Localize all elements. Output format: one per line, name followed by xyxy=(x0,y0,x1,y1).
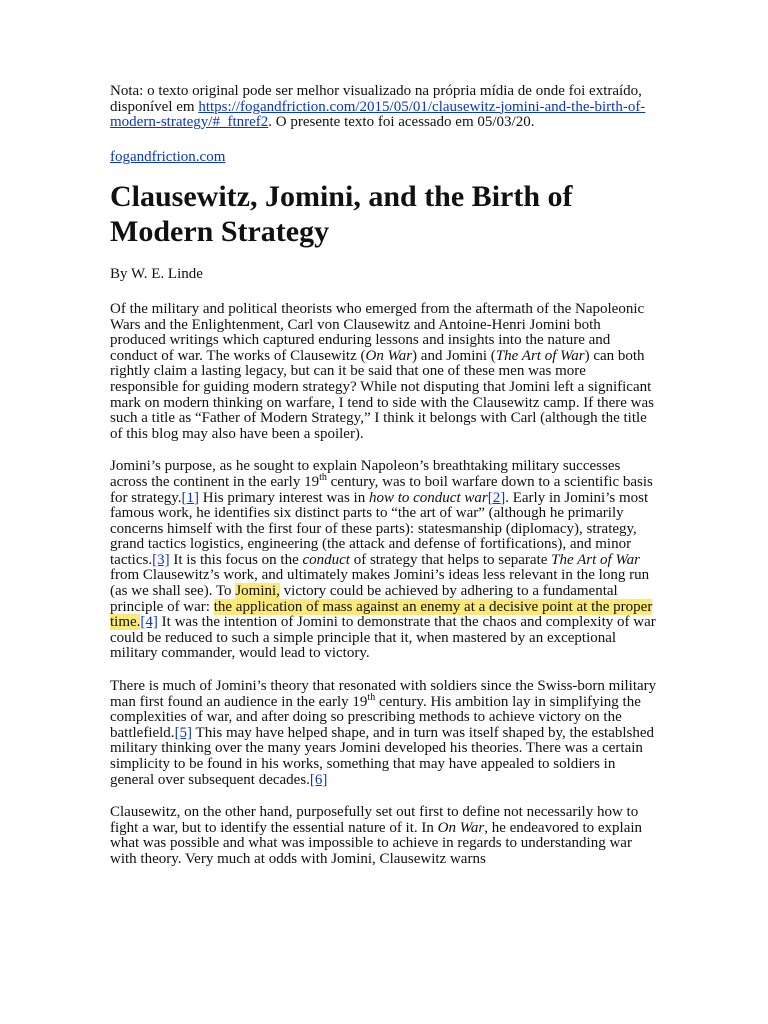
text-run: His primary interest was in xyxy=(199,489,369,506)
footnote-link-3[interactable]: [3] xyxy=(152,551,170,568)
text-run: It is this focus on the xyxy=(169,551,303,568)
text-run: ) and Jomini ( xyxy=(412,347,496,364)
italic-title: On War xyxy=(365,347,413,364)
byline: By W. E. Linde xyxy=(110,266,203,283)
note-text: Nota: o texto original pode ser melhor visualizado na própria mídia de onde foi extraído, disponível em xyxy=(110,83,642,115)
site-line xyxy=(110,150,658,166)
text-run: century, was to boil warfare down to a scientific basis for strategy. xyxy=(110,473,653,506)
site-link[interactable]: fogandfriction.com xyxy=(110,148,226,165)
text-run: from Clausewitz’s work, and ultimately makes Jomini’s ideas less relevant in the long run (as we shall see). To xyxy=(110,567,650,600)
footnote-link-2[interactable]: [2] xyxy=(487,489,506,506)
text-run: victory could be achieved by adhering to a fundamental principle of war: xyxy=(110,583,618,615)
paragraph-4 xyxy=(110,805,658,867)
highlighted-text: the application of mass against an enemy at a decisive point at the proper time. xyxy=(110,598,653,631)
text-run: ) can both rightly claim a lasting legacy, but can it be said that one of these men was more responsible for guiding modern strategy? While not disputing that Jomini left a significant mark on modern thinking on warfare, I tend to side with the Clausewitz camp. If there was such a title as “Father of Modern Strategy,” I think it belongs with Carl (although the title of this blog may also have been a spoiler). xyxy=(110,347,655,442)
italic-text: conduct xyxy=(302,551,350,568)
superscript: th xyxy=(367,691,376,703)
text-run: Clausewitz, on the other hand, purposefully set out first to define not necessarily how to fight a war, but to identify the essential nature of it. In xyxy=(110,804,639,836)
paragraph-1 xyxy=(110,302,658,442)
italic-title: On War xyxy=(437,819,485,836)
footnote-link-6[interactable]: [6] xyxy=(309,771,328,788)
footnote-link-4[interactable]: [4] xyxy=(140,614,158,631)
italic-title: The Art of War xyxy=(495,347,585,364)
article-title: Clausewitz, Jomini, and the Birth of Modern Strategy xyxy=(110,180,573,249)
text-run: It was the intention of Jomini to demonstrate that the chaos and complexity of war could be reduced to such a simple principle that it, when mastered by an exceptional military commander, would lead to victory. xyxy=(110,614,656,662)
highlighted-text: Jomini, xyxy=(235,583,280,600)
footnote-link-5[interactable]: [5] xyxy=(174,724,193,741)
text-run: , he endeavored to explain what was possible and what was impossible to achieve in regards to understanding war with theory. Very much at odds with Jomini, Clausewitz warns xyxy=(110,819,643,867)
document-page xyxy=(110,84,658,885)
text-run: Jomini’s purpose, as he sought to explain Napoleon’s breathtaking military successes across the continent in the early 19 xyxy=(110,458,621,490)
source-note xyxy=(110,84,658,131)
italic-title: The Art of War xyxy=(551,551,640,568)
footnote-link-1[interactable]: [1] xyxy=(181,489,199,506)
italic-text: how to conduct war xyxy=(368,489,488,506)
source-url-link[interactable]: https://fogandfriction.com/2015/05/01/clausewitz-jomini-and-the-birth-of-modern-strategy/#_ftnref2 xyxy=(110,98,646,131)
superscript: th xyxy=(319,471,327,483)
text-run: of strategy that helps to separate xyxy=(349,551,552,568)
text-run: There is much of Jomini’s theory that resonated with soldiers since the Swiss-born military man first found an audience in the early 19 xyxy=(110,678,657,710)
text-run: Of the military and political theorists who emerged from the aftermath of the Napoleonic Wars and the Enlightenment, Carl von Clausewitz and Antoine-Henri Jomini both produced writings which captured enduring lessons and insights into the nature and conduct of war. The works of Clausewitz ( xyxy=(110,300,645,364)
text-run: This may have helped shape, and in turn was itself shaped by, the establshed military thinking over the many years Jomini developed his theories. There was a certain simplicity to be found in his works, something that may have appealed to soldiers in general over subsequent decades. xyxy=(110,724,655,788)
paragraph-3 xyxy=(110,679,658,788)
text-run: century. His ambition lay in simplifying the complexities of war, and after doing so prescribing methods to achieve victory on the battlefield. xyxy=(110,693,641,741)
text-run: . Early in Jomini’s most famous work, he identifies six distinct parts to “the art of war” (although he primarily concerns himself with the first four of these parts): statesmanship (diplomacy), strategy, grand tactics logistics, engineering (the attack and defense of fortifications), and minor tactics. xyxy=(110,489,649,568)
note-text-end: . O presente texto foi acessado em 05/03/20. xyxy=(268,114,535,131)
paragraph-2 xyxy=(110,459,658,662)
